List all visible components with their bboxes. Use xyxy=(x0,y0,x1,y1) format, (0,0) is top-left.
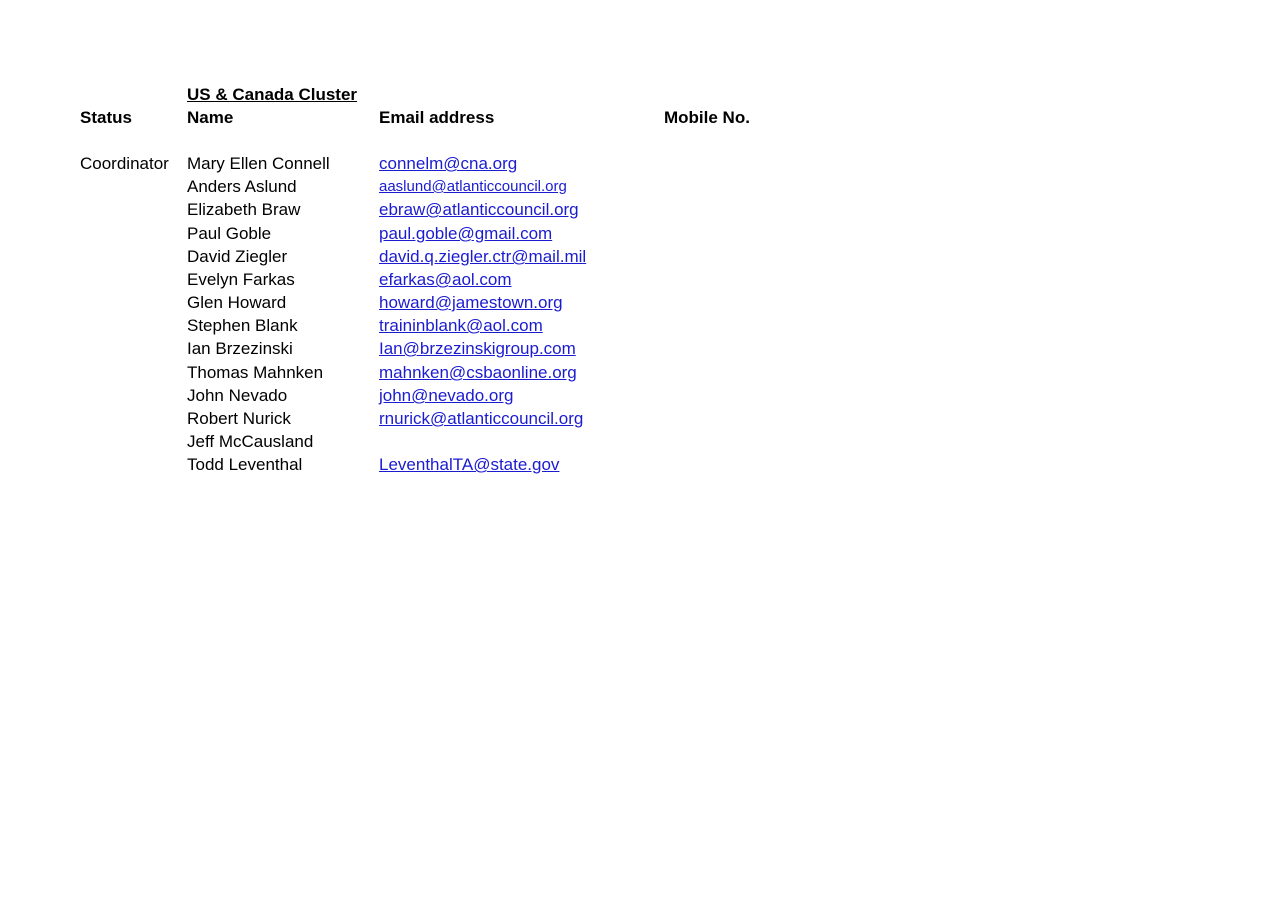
row-email-link[interactable]: Ian@brzezinskigroup.com xyxy=(379,339,576,358)
row-email-link[interactable]: paul.goble@gmail.com xyxy=(379,224,553,243)
row-name: Evelyn Farkas xyxy=(187,270,295,289)
row-name: Elizabeth Braw xyxy=(187,200,301,219)
row-name: Mary Ellen Connell xyxy=(187,154,330,173)
row-name: Stephen Blank xyxy=(187,316,298,335)
row-name: Thomas Mahnken xyxy=(187,363,324,382)
row-email-link[interactable]: john@nevado.org xyxy=(379,386,514,405)
row-email-link[interactable]: traininblank@aol.com xyxy=(379,316,543,335)
header-email: Email address xyxy=(379,108,495,127)
header-mobile: Mobile No. xyxy=(664,108,750,127)
row-email-link[interactable]: ebraw@atlanticcouncil.org xyxy=(379,200,579,219)
cluster-title: US & Canada Cluster xyxy=(187,85,358,104)
row-name: Jeff McCausland xyxy=(187,432,314,451)
header-status: Status xyxy=(80,108,132,127)
row-status: Coordinator xyxy=(80,154,169,173)
row-name: Anders Aslund xyxy=(187,177,297,196)
row-name: Robert Nurick xyxy=(187,409,291,428)
row-email-link[interactable]: rnurick@atlanticcouncil.org xyxy=(379,409,584,428)
row-email-link[interactable]: aaslund@atlanticcouncil.org xyxy=(379,178,567,195)
row-name: Paul Goble xyxy=(187,224,272,243)
row-name: John Nevado xyxy=(187,386,288,405)
row-email-link[interactable]: mahnken@csbaonline.org xyxy=(379,363,577,382)
row-name: Todd Leventhal xyxy=(187,455,303,474)
row-email-link[interactable]: howard@jamestown.org xyxy=(379,293,563,312)
row-name: Glen Howard xyxy=(187,293,287,312)
row-email-link[interactable]: efarkas@aol.com xyxy=(379,270,512,289)
row-name: David Ziegler xyxy=(187,247,288,266)
row-name: Ian Brzezinski xyxy=(187,339,293,358)
header-name: Name xyxy=(187,108,234,127)
row-email-link[interactable]: connelm@cna.org xyxy=(379,154,518,173)
row-email-link[interactable]: LeventhalTA@state.gov xyxy=(379,455,560,474)
row-email-link[interactable]: david.q.ziegler.ctr@mail.mil xyxy=(379,247,587,266)
